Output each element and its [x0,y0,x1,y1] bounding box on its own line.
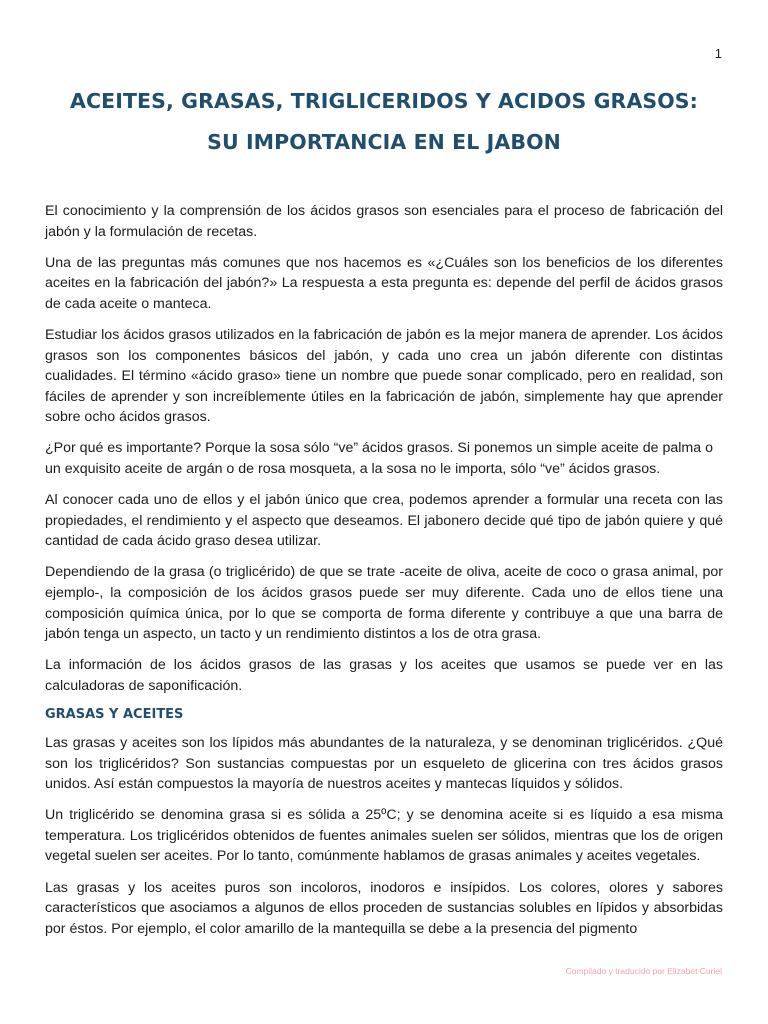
paragraph-triglycerides: Las grasas y aceites son los lípidos más abundantes de la naturaleza, y se denominan triglicéridos. ¿Qué son los triglicéridos? Son sustancias compuestas por un esqueleto de glicerina con tres ácidos grasos unidos. Así están compuestos la mayoría de nuestros aceites y mantecas líquidos y sólidos. [45,734,723,793]
paragraph-composition: Dependiendo de la grasa (o triglicérido) de que se trate -aceite de oliva, aceite de coco o grasa animal, por ejemplo-, la composición de los ácidos grasos puede ser muy diferente. Cada uno de ellos tiene una composición química única, por lo que se comporta de forma diferente y contribuye a que una barra de jabón tenga un aspecto, un tacto y un rendimiento distintos a los de otra grasa. [45,564,723,643]
paragraph-study-fatty-acids: Estudiar los ácidos grasos utilizados en la fabricación de jabón es la mejor manera de aprender. Los ácidos grasos son los componentes básicos del jabón, y cada uno crea un jabón diferente con distintas cualidades. El término «ácido graso» tiene un nombre que puede sonar complicado, pero en realidad, son fáciles de aprender y son increíblemente útiles en la fabricación de jabón, simplemente hay que aprender sobre ocho ácidos grasos. [45,326,723,426]
document-body [45,201,723,950]
paragraph-pure-fats: Las grasas y los aceites puros son incoloros, inodoros e insípidos. Los colores, olores y sabores característicos que asociamos a algunos de ellos proceden de sustancias solubles en lípidos y absorbidas por éstos. Por ejemplo, el color amarillo de la mantequilla se debe a la presencia del pigmento [45,879,723,937]
footer-credit: Compilado y traducido por Elizabet Curiel [565,966,722,976]
document-title-line-2: SU IMPORTANCIA EN EL JABON [207,130,561,154]
page-number: 1 [714,46,722,61]
paragraph-intro: El conocimiento y la comprensión de los ácidos grasos son esenciales para el proceso de fabricación del jabón y la formulación de recetas. [45,203,723,240]
paragraph-saponification-calculators: La información de los ácidos grasos de las grasas y los aceites que usamos se puede ver en las calculadoras de saponificación. [45,657,723,694]
paragraph-fat-vs-oil: Un triglicérido se denomina grasa si es sólida a 25ºC; y se denomina aceite si es líquido a esa misma temperatura. Los triglicéridos obtenidos de fuentes animales suelen ser sólidos, mientras que los de origen vegetal suelen ser aceites. Por lo tanto, comúnmente hablamos de grasas animales y aceites vegetales. [45,807,723,865]
paragraph-formulate-recipe: Al conocer cada uno de ellos y el jabón único que crea, podemos aprender a formular una receta con las propiedades, el rendimiento y el aspecto que deseamos. El jabonero decide qué tipo de jabón quiere y qué cantidad de cada ácido graso desea utilizar. [45,492,723,550]
document-title-line-1: ACEITES, GRASAS, TRIGLICERIDOS Y ACIDOS GRASOS: [70,89,698,113]
paragraph-why-important: ¿Por qué es importante? Porque la sosa sólo “ve” ácidos grasos. Si ponemos un simple aceite de palma o un exquisito aceite de argán o de rosa mosqueta, a la sosa no le importa, sólo “ve” ácidos grasos. [45,440,713,478]
paragraph-common-question: Una de las preguntas más comunes que nos hacemos es «¿Cuáles son los beneficios de los diferentes aceites en la fabricación del jabón?» La respuesta a esta pregunta es: depende del perfil de ácidos grasos de cada aceite o manteca. [45,254,723,312]
section-heading: GRASAS Y ACEITES [45,706,184,722]
